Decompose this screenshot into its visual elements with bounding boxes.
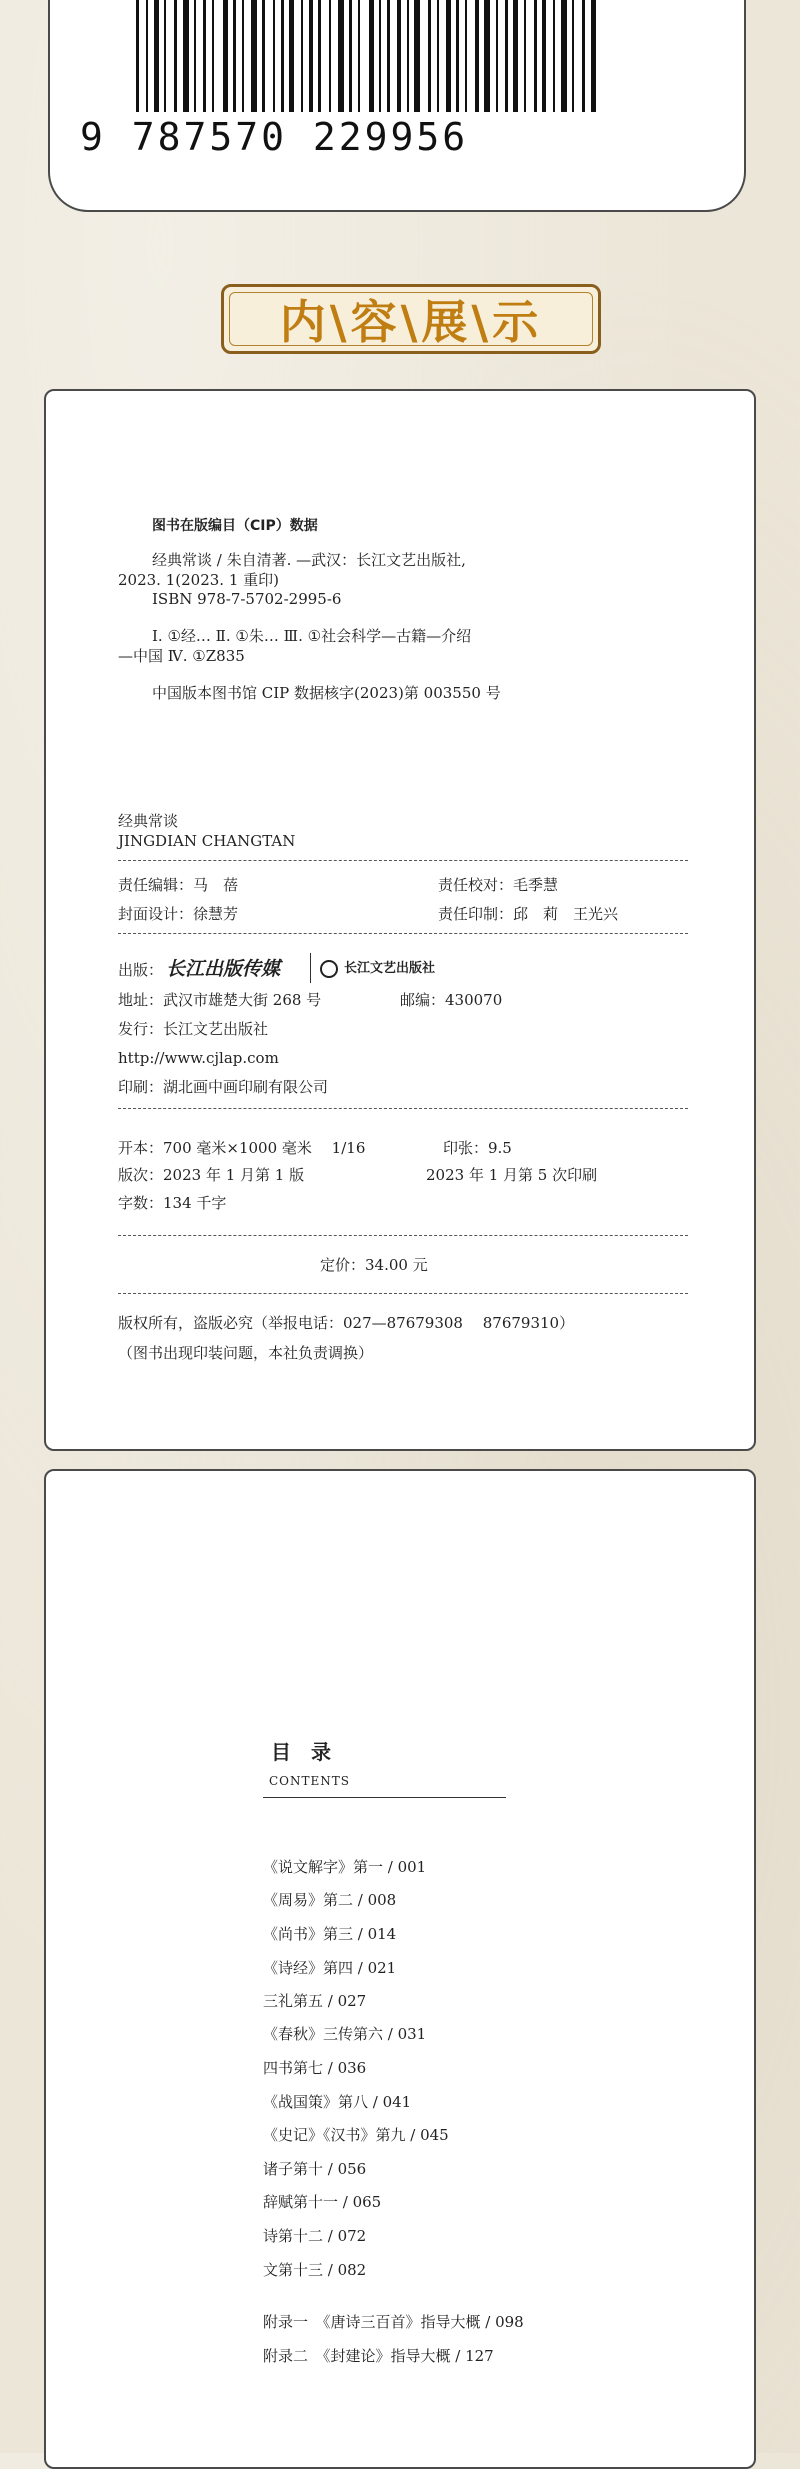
toc-title: 目 录 [271,1740,331,1764]
barcode-bar [301,0,303,112]
barcode-bar [242,0,244,112]
barcode-bar [542,0,546,112]
barcode-bar [456,0,459,112]
cip-heading: 图书在版编目（CIP）数据 [152,518,318,534]
barcode-bar [534,0,537,112]
book-title-pinyin: JINGDIAN CHANGTAN [118,832,296,850]
barcode-bar [369,0,374,112]
barcode-bar [591,0,596,112]
barcode-bar [561,0,567,112]
publisher-logo-changjiang-media: 长江出版传媒 [166,958,281,980]
barcode-bar [233,0,236,112]
divider [118,933,688,934]
toc-item: 《史记》《汉书》第九 / 045 [263,2126,449,2144]
return-note: （图书出现印装问题，本社负责调换） [118,1344,374,1362]
editor: 责任编辑：马 蓓 [118,876,239,894]
cip-isbn: ISBN 978-7-5702-2995-6 [152,590,342,608]
barcode-bar [329,0,331,112]
distributor: 发行：长江文艺出版社 [118,1020,269,1038]
barcode-card [48,0,746,212]
barcode-bar [194,0,196,112]
toc-item: 三礼第五 / 027 [263,1992,367,2010]
barcode-bar [437,0,439,112]
printing: 2023 年 1 月第 5 次印刷 [426,1166,598,1184]
toc-item: 《春秋》三传第六 / 031 [263,2025,427,2043]
divider [118,1108,688,1109]
logo-divider [310,953,311,983]
cip-class-line2: —中国 Ⅳ. ①Z835 [118,647,245,665]
toc-item: 《战国策》第八 / 041 [263,2093,412,2111]
proofreader: 责任校对：毛季慧 [438,876,559,894]
format: 开本：700 毫米×1000 毫米 1/16 [118,1139,366,1157]
print-manager: 责任印制：邱 莉 王光兴 [438,905,619,923]
table-of-contents-page [44,1469,756,2469]
divider [118,860,688,861]
barcode-bar [553,0,555,112]
barcode-bar [349,0,352,112]
content-display-banner [221,284,601,354]
barcode-bar [154,0,159,112]
divider [118,1293,688,1294]
barcode-bar [387,0,390,112]
barcode-bar [223,0,228,112]
barcode-bar [484,0,490,112]
toc-item: 四书第七 / 036 [263,2059,367,2077]
barcode-bar [475,0,479,112]
barcode-bar [513,0,518,112]
barcode-bar [505,0,508,112]
toc-item: 诗第十二 / 072 [263,2227,367,2245]
publisher-emblem-icon [320,960,338,978]
toc-subtitle: CONTENTS [269,1774,351,1788]
barcode-bar [358,0,360,112]
cover-design: 封面设计：徐慧芳 [118,905,239,923]
barcode-bar [496,0,498,112]
website: http://www.cjlap.com [118,1049,279,1067]
isbn-barcode [74,0,724,160]
barcode-bar [203,0,206,112]
copyright: 版权所有，盗版必究（举报电话：027—87679308 87679310） [118,1314,575,1332]
barcode-digits: 9 787570 229956 [80,115,469,159]
publisher-logo-changjiang-literature: 长江文艺出版社 [344,961,436,976]
toc-item: 《周易》第二 / 008 [263,1891,397,1909]
cip-page [44,389,756,1451]
barcode-bar [428,0,431,112]
barcode-bar [446,0,451,112]
barcode-bar [309,0,313,112]
barcode-bar [262,0,265,112]
toc-item: 《说文解字》第一 / 001 [263,1858,427,1876]
toc-item: 诸子第十 / 056 [263,2160,367,2178]
edition: 版次：2023 年 1 月第 1 版 [118,1166,305,1184]
barcode-bar [164,0,166,112]
toc-item: 《诗经》第四 / 021 [263,1959,397,1977]
barcode-bar [379,0,381,112]
barcode-bar [174,0,177,112]
barcode-bar [397,0,401,112]
cip-entry-line1: 经典常谈 / 朱自清著. —武汉：长江文艺出版社, [152,551,466,569]
price: 定价：34.00 元 [320,1256,428,1274]
barcode-bar [273,0,275,112]
barcode-bar [136,0,139,112]
postcode: 邮编：430070 [400,991,503,1009]
toc-appendix-item: 附录二 《封建论》指导大概 / 127 [263,2347,494,2365]
barcode-bar [414,0,420,112]
publisher-label: 出版： [118,961,164,979]
barcode-bar [212,0,214,112]
cip-class-line1: Ⅰ. ①经… Ⅱ. ①朱… Ⅲ. ①社会科学—古籍—介绍 [152,627,472,645]
toc-underline [263,1797,506,1798]
barcode-bar [183,0,189,112]
word-count: 字数：134 千字 [118,1194,227,1212]
address: 地址：武汉市雄楚大街 268 号 [118,991,322,1009]
barcode-bar [338,0,344,112]
divider [118,1235,688,1236]
sheets: 印张：9.5 [443,1139,512,1157]
barcode-bar [251,0,257,112]
printer: 印刷：湖北画中画印刷有限公司 [118,1078,329,1096]
cip-number: 中国版本图书馆 CIP 数据核字(2023)第 003550 号 [152,684,501,702]
barcode-bar [407,0,409,112]
toc-item: 辞赋第十一 / 065 [263,2193,382,2211]
barcode-bar [582,0,585,112]
barcode-bar [524,0,526,112]
barcode-bar [572,0,574,112]
barcode-bar [281,0,284,112]
cip-entry-line2: 2023. 1(2023. 1 重印) [118,571,279,589]
banner-title: 内\容\展\示 [279,295,543,349]
barcode-bar [465,0,467,112]
barcode-bar [146,0,148,112]
toc-appendix-item: 附录一 《唐诗三百首》指导大概 / 098 [263,2313,524,2331]
toc-item: 《尚书》第三 / 014 [263,1925,397,1943]
book-title: 经典常谈 [118,812,179,830]
barcode-bar [318,0,321,112]
barcode-bar [289,0,294,112]
toc-item: 文第十三 / 082 [263,2261,367,2279]
